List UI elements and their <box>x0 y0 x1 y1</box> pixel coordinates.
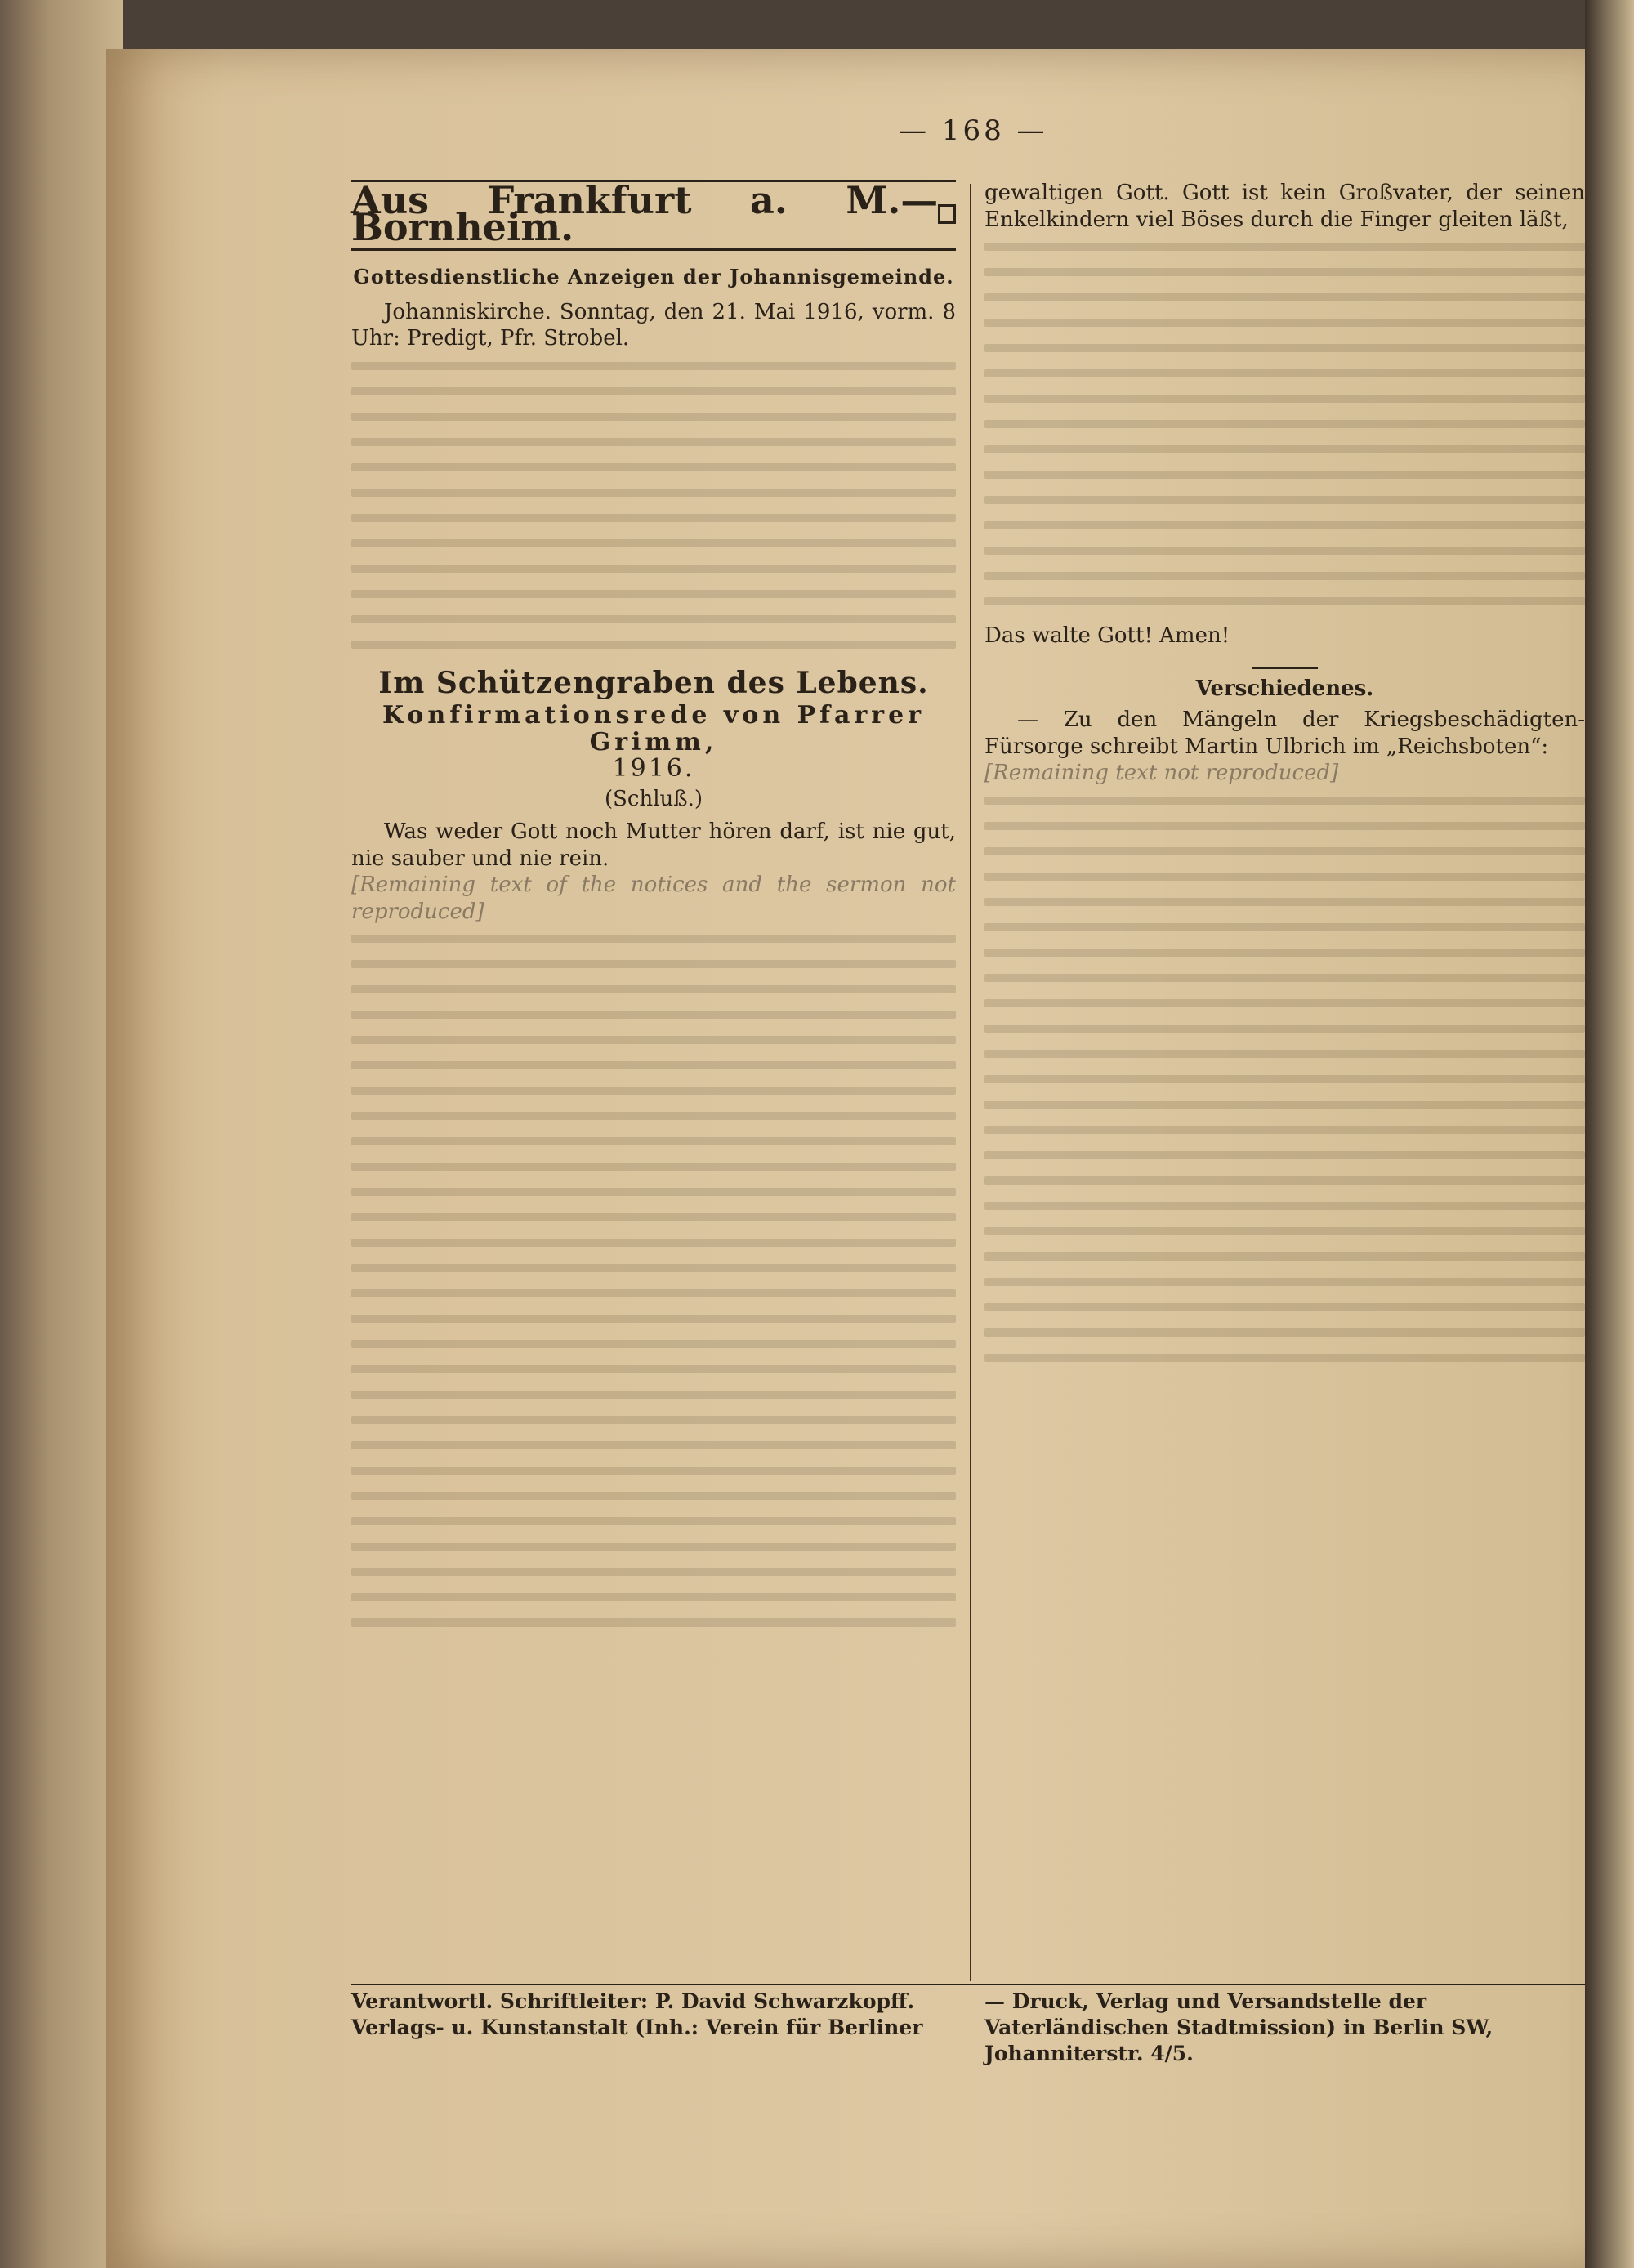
book-page-edges <box>0 0 123 2268</box>
facing-page-strip <box>1585 0 1634 2268</box>
sermon-note: (Schluß.) <box>604 786 703 811</box>
page-number: — 168 — <box>899 114 1048 147</box>
masthead <box>351 180 956 251</box>
continuation-excerpt: gewaltigen Gott. Gott ist kein Großvater, der seinen Enkelkindern viel Böses durch die Finger gleiten läßt, <box>984 181 1585 232</box>
sermon-subtitle: Konfirmationsrede von Pfarrer Grimm, <box>382 701 925 757</box>
omitted-text-placeholder <box>984 797 1585 1362</box>
omitted-note: [Remaining text not reproduced] <box>984 761 1339 785</box>
omitted-text-placeholder <box>351 935 956 1627</box>
omitted-text-placeholder <box>351 362 956 649</box>
omitted-text-placeholder <box>984 243 1585 605</box>
masthead-title: Aus Frankfurt a. M.—Bornheim. <box>351 178 939 249</box>
church-notices-title: Gottesdienstliche Anzeigen der Johannisgemeinde. <box>353 265 954 288</box>
sermon-title: Im Schützengraben des Lebens. <box>378 665 929 700</box>
closing-excerpt: Das walte Gott! Amen! <box>984 623 1230 648</box>
sermon-excerpt: Was weder Gott noch Mutter hören darf, ist nie gut, nie sauber und nie rein. <box>351 819 956 871</box>
box-ornament-icon <box>938 204 956 224</box>
footer-imprint-right: — Druck, Verlag und Versandstelle der Vaterländischen Stadtmission) in Berlin SW, Johanniterstr. 4/5. <box>984 1989 1493 2065</box>
right-column <box>984 180 1585 1379</box>
left-column <box>351 180 956 1644</box>
omitted-note: [Remaining text of the notices and the sermon not reproduced] <box>351 873 956 924</box>
misc-title: Verschiedenes. <box>1195 676 1374 701</box>
sermon-year: 1916. <box>612 754 695 783</box>
church-notices-excerpt: Johanniskirche. Sonntag, den 21. Mai 1916, vorm. 8 Uhr: Predigt, Pfr. Strobel. <box>351 299 956 350</box>
column-rule <box>970 184 971 1981</box>
misc-excerpt: — Zu den Mängeln der Kriegsbeschädigten-Fürsorge schreibt Martin Ulbrich im „Reichsboten“: <box>984 708 1585 759</box>
footer-rule <box>351 1984 1585 1985</box>
section-rule <box>1252 667 1318 669</box>
footer-imprint-left: Verantwortl. Schriftleiter: P. David Schwarzkopff. Verlags- u. Kunstanstalt (Inh.: Verein für Berliner <box>351 1989 923 2039</box>
